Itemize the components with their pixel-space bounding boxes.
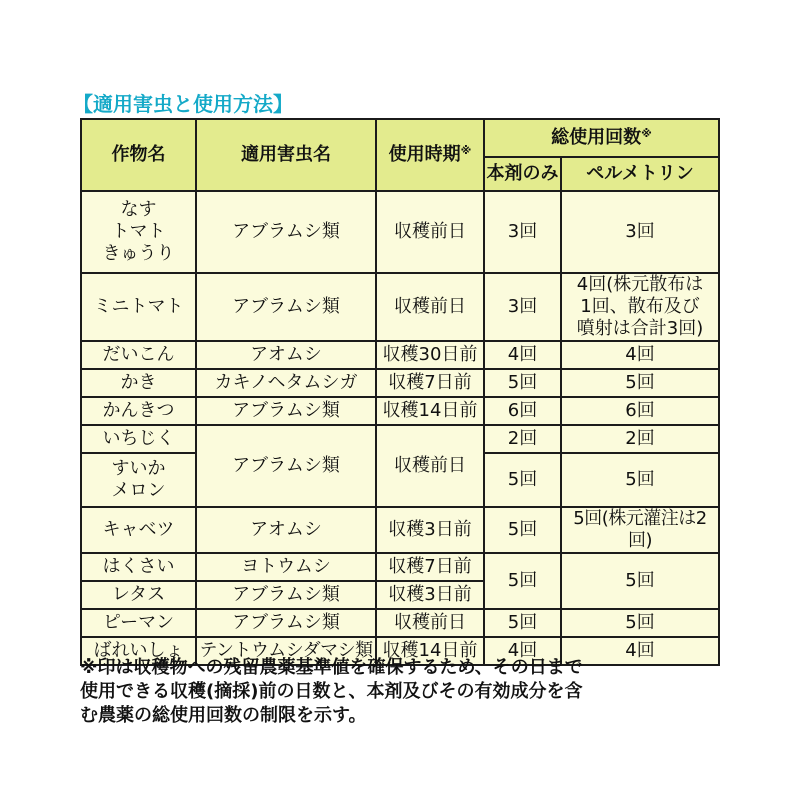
timing-cell: 収穫前日 (376, 609, 484, 637)
footnote-line: ※印は収穫物への残留農薬基準値を確保するため、その日まで (80, 657, 583, 678)
crop-cell: ばれいしょ (81, 637, 196, 665)
header-only: 本剤のみ (484, 157, 561, 191)
table-row (81, 191, 719, 273)
timing-cell: 収穫前日 (376, 191, 484, 273)
table-row (81, 609, 719, 637)
timing-cell: 収穫3日前 (376, 581, 484, 609)
header-timing: 使用時期※ (376, 119, 484, 191)
timing-cell: 収穫前日 (376, 273, 484, 341)
pest-cell: アブラムシ類 (196, 581, 376, 609)
table-row (81, 553, 719, 581)
perm-count-cell: 6回 (561, 397, 719, 425)
table-row (81, 341, 719, 369)
header-crop: 作物名 (81, 119, 196, 191)
timing-cell: 収穫前日 (376, 425, 484, 507)
header-pest: 適用害虫名 (196, 119, 376, 191)
crop-cell: レタス (81, 581, 196, 609)
crop-cell: かき (81, 369, 196, 397)
table-row (81, 425, 719, 453)
timing-cell: 収穫30日前 (376, 341, 484, 369)
crop-cell: ミニトマト (81, 273, 196, 341)
only-count-cell: 4回 (484, 341, 561, 369)
only-count-cell: 2回 (484, 425, 561, 453)
timing-cell: 収穫14日前 (376, 397, 484, 425)
crop-cell: はくさい (81, 553, 196, 581)
only-count-cell: 5回 (484, 507, 561, 553)
perm-count-cell: 3回 (561, 191, 719, 273)
timing-cell: 収穫14日前 (376, 637, 484, 665)
footnote (80, 656, 720, 728)
only-count-cell: 5回 (484, 369, 561, 397)
header-total: 総使用回数※ (484, 119, 719, 157)
table-row (81, 507, 719, 553)
pest-cell: アオムシ (196, 341, 376, 369)
timing-cell: 収穫7日前 (376, 553, 484, 581)
perm-count-cell: 4回(株元散布は 1回、散布及び 噴射は合計3回) (561, 273, 719, 341)
perm-count-cell: 5回 (561, 369, 719, 397)
total-note-mark: ※ (641, 127, 652, 140)
pest-cell: テントウムシダマシ類 (196, 637, 376, 665)
only-count-cell: 5回 (484, 609, 561, 637)
pest-cell: アブラムシ類 (196, 397, 376, 425)
pest-cell: アブラムシ類 (196, 191, 376, 273)
crop-cell: かんきつ (81, 397, 196, 425)
pest-cell: アブラムシ類 (196, 425, 376, 507)
perm-count-cell: 5回(株元灌注は2回) (561, 507, 719, 553)
table-row (81, 369, 719, 397)
only-count-cell: 3回 (484, 273, 561, 341)
section-title: 【適用害虫と使用方法】 (73, 92, 293, 116)
only-count-cell: 5回 (484, 453, 561, 507)
timing-cell: 収穫7日前 (376, 369, 484, 397)
only-count-cell: 5回 (484, 553, 561, 609)
crop-cell: なす トマト きゅうり (81, 191, 196, 273)
only-count-cell: 4回 (484, 637, 561, 665)
perm-count-cell: 4回 (561, 637, 719, 665)
timing-note-mark: ※ (460, 144, 472, 157)
perm-count-cell: 2回 (561, 425, 719, 453)
crop-cell: ピーマン (81, 609, 196, 637)
crop-cell: だいこん (81, 341, 196, 369)
pest-cell: カキノヘタムシガ (196, 369, 376, 397)
pest-cell: ヨトウムシ (196, 553, 376, 581)
only-count-cell: 3回 (484, 191, 561, 273)
perm-count-cell: 4回 (561, 341, 719, 369)
perm-count-cell: 5回 (561, 609, 719, 637)
pest-cell: アオムシ (196, 507, 376, 553)
pest-cell: アブラムシ類 (196, 273, 376, 341)
only-count-cell: 6回 (484, 397, 561, 425)
timing-cell: 収穫3日前 (376, 507, 484, 553)
header-row (81, 119, 719, 157)
crop-cell: キャベツ (81, 507, 196, 553)
perm-count-cell: 5回 (561, 553, 719, 609)
pest-usage-table (80, 118, 720, 666)
header-perm: ペルメトリン (561, 157, 719, 191)
table-row (81, 273, 719, 341)
pest-cell: アブラムシ類 (196, 609, 376, 637)
crop-cell: すいか メロン (81, 453, 196, 507)
table-row (81, 397, 719, 425)
footnote-line: 使用できる収穫(摘採)前の日数と、本剤及びその有効成分を含 (80, 681, 583, 702)
crop-cell: いちじく (81, 425, 196, 453)
perm-count-cell: 5回 (561, 453, 719, 507)
footnote-line: む農薬の総使用回数の制限を示す。 (80, 705, 367, 726)
